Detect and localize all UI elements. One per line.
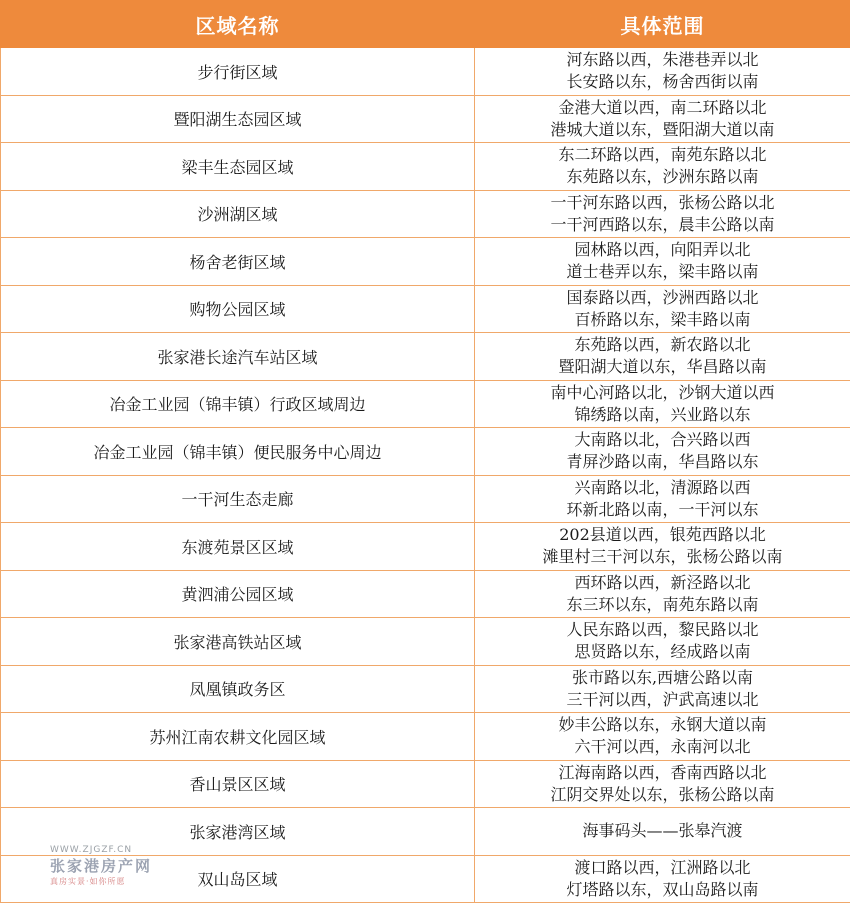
range-line: 一干河东路以西，张杨公路以北 xyxy=(550,192,775,212)
zone-name-cell: 黄泗浦公园区域 xyxy=(1,570,475,618)
table-row xyxy=(1,713,850,761)
zone-range-cell xyxy=(475,333,850,381)
table-row xyxy=(1,855,850,903)
range-line: 妙丰公路以东，永钢大道以南 xyxy=(558,715,767,735)
range-line: 兴南路以北，清源路以西 xyxy=(574,477,751,497)
table-header xyxy=(1,1,850,48)
watermark-url: WWW.ZJGZF.CN xyxy=(50,845,133,855)
zone-name-cell: 暨阳湖生态园区域 xyxy=(1,95,475,143)
range-line: 道士巷弄以东，梁丰路以南 xyxy=(566,262,759,282)
table-row xyxy=(1,95,850,143)
zone-range-cell xyxy=(475,760,850,808)
zone-name-cell: 步行街区域 xyxy=(1,48,475,96)
range-line: 海事码头——张皋汽渡 xyxy=(582,821,743,841)
range-line: 暨阳湖大道以东，华昌路以南 xyxy=(558,357,767,377)
table-row xyxy=(1,190,850,238)
zone-range-cell xyxy=(475,48,850,96)
range-line: 国泰路以西，沙洲西路以北 xyxy=(566,287,759,307)
zone-range-cell xyxy=(475,143,850,191)
zone-range-cell xyxy=(475,523,850,571)
zone-range-cell xyxy=(475,95,850,143)
zone-name-cell: 双山岛区域 xyxy=(1,855,475,903)
zone-range-cell xyxy=(475,380,850,428)
header-zone-range: 具体范围 xyxy=(475,1,850,48)
range-line: 园林路以西，向阳弄以北 xyxy=(574,240,751,260)
zone-range-cell xyxy=(475,285,850,333)
range-line: 六干河以西，永南河以北 xyxy=(574,737,751,757)
zone-range-cell xyxy=(475,713,850,761)
range-line: 南中心河路以北，沙钢大道以西 xyxy=(550,382,775,402)
zone-name-cell: 购物公园区域 xyxy=(1,285,475,333)
range-line: 东苑路以东，沙洲东路以南 xyxy=(566,167,759,187)
range-line: 人民东路以西，黎民路以北 xyxy=(566,620,759,640)
range-line: 东三环以东，南苑东路以南 xyxy=(566,594,759,614)
range-line: 大南路以北，合兴路以西 xyxy=(574,430,751,450)
zone-name-cell: 凤凰镇政务区 xyxy=(1,665,475,713)
zone-range-cell xyxy=(475,570,850,618)
zone-range-cell xyxy=(475,808,850,856)
watermark-slogan: 真房实景·如你所愿 xyxy=(50,877,126,886)
zone-name-cell: 一干河生态走廊 xyxy=(1,475,475,523)
zone-range-cell xyxy=(475,855,850,903)
table-row xyxy=(1,333,850,381)
range-line: 河东路以西，朱港巷弄以北 xyxy=(566,50,759,70)
table-row xyxy=(1,380,850,428)
range-line: 锦绣路以南，兴业路以东 xyxy=(574,404,751,424)
zone-name-cell: 张家港长途汽车站区域 xyxy=(1,333,475,381)
header-zone-name: 区域名称 xyxy=(1,1,475,48)
range-line: 灯塔路以东，双山岛路以南 xyxy=(566,879,759,899)
zone-range-cell xyxy=(475,190,850,238)
zone-name-cell: 苏州江南农耕文化园区域 xyxy=(1,713,475,761)
zone-name-cell: 杨舍老街区域 xyxy=(1,238,475,286)
zone-range-cell xyxy=(475,428,850,476)
range-line: 张市路以东,西塘公路以南 xyxy=(571,667,754,687)
range-line: 港城大道以东，暨阳湖大道以南 xyxy=(550,119,775,139)
zone-range-cell xyxy=(475,475,850,523)
range-line: 思贤路以东，经成路以南 xyxy=(574,642,751,662)
zone-range-cell xyxy=(475,665,850,713)
range-line: 金港大道以西，南二环路以北 xyxy=(558,97,767,117)
range-line: 长安路以东，杨舍西街以南 xyxy=(566,72,759,92)
zone-range-cell xyxy=(475,618,850,666)
range-line: 江海南路以西，香南西路以北 xyxy=(558,762,767,782)
range-line: 西环路以西，新泾路以北 xyxy=(574,572,751,592)
range-line: 三干河以西，沪武高速以北 xyxy=(566,689,759,709)
range-line: 环新北路以南，一干河以东 xyxy=(566,499,759,519)
table-row xyxy=(1,48,850,96)
zone-name-cell: 张家港湾区域 xyxy=(1,808,475,856)
zone-name-cell: 沙洲湖区域 xyxy=(1,190,475,238)
zone-name-cell: 梁丰生态园区域 xyxy=(1,143,475,191)
range-line: 江阴交界处以东，张杨公路以南 xyxy=(550,784,775,804)
table-row xyxy=(1,428,850,476)
table-row xyxy=(1,570,850,618)
table-row xyxy=(1,760,850,808)
zone-name-cell: 东渡苑景区区域 xyxy=(1,523,475,571)
range-line: 一干河西路以东，晨丰公路以南 xyxy=(550,214,775,234)
zone-range-cell xyxy=(475,238,850,286)
table-row xyxy=(1,523,850,571)
zone-name-cell: 冶金工业园（锦丰镇）行政区域周边 xyxy=(1,380,475,428)
range-line: 百桥路以东，梁丰路以南 xyxy=(574,309,751,329)
zone-name-cell: 张家港高铁站区域 xyxy=(1,618,475,666)
range-line: 青屏沙路以南，华昌路以东 xyxy=(566,452,759,472)
range-line: 滩里村三干河以东，张杨公路以南 xyxy=(542,547,783,567)
table-row xyxy=(1,618,850,666)
range-line: 202县道以西，银苑西路以北 xyxy=(559,525,766,545)
zone-name-cell: 香山景区区域 xyxy=(1,760,475,808)
table-body xyxy=(1,48,850,903)
range-line: 东二环路以西，南苑东路以北 xyxy=(558,145,767,165)
zone-name-cell: 冶金工业园（锦丰镇）便民服务中心周边 xyxy=(1,428,475,476)
table-row xyxy=(1,238,850,286)
table-row xyxy=(1,285,850,333)
range-line: 东苑路以西，新农路以北 xyxy=(574,335,751,355)
table-row xyxy=(1,475,850,523)
watermark-name: 张家港房产网 xyxy=(50,857,153,875)
table-row xyxy=(1,808,850,856)
range-line: 渡口路以西，江洲路以北 xyxy=(574,857,751,877)
table-row xyxy=(1,665,850,713)
table-row xyxy=(1,143,850,191)
